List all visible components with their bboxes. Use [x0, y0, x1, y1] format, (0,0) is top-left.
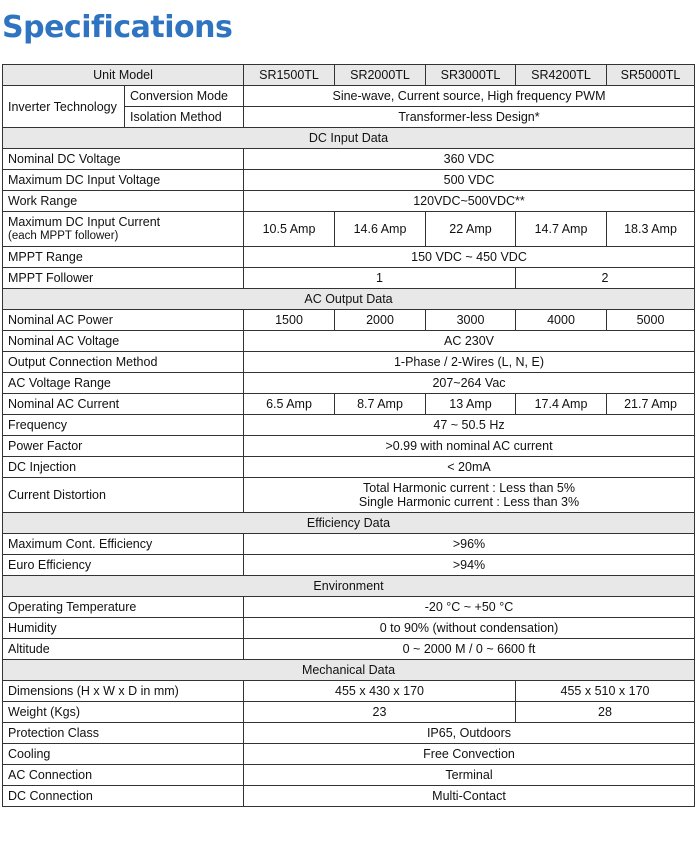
unit-model-label: Unit Model: [3, 65, 244, 86]
row-label: DC Injection: [3, 457, 244, 478]
model-header: SR2000TL: [335, 65, 426, 86]
row-value: 1: [244, 268, 516, 289]
row-label-line: (each MPPT follower): [8, 230, 119, 242]
row-value: Terminal: [244, 765, 695, 786]
distortion-line: Single Harmonic current : Less than 3%: [358, 495, 580, 509]
table-header-row: [3, 65, 695, 86]
section-header-mechanical: [3, 660, 695, 681]
row-label: DC Connection: [3, 786, 244, 807]
row-value: 360 VDC: [244, 149, 695, 170]
row-value: Multi-Contact: [244, 786, 695, 807]
table-row: [3, 247, 695, 268]
table-row: [3, 191, 695, 212]
row-value: 455 x 430 x 170: [244, 681, 516, 702]
table-row: [3, 352, 695, 373]
row-value: 14.6 Amp: [335, 212, 426, 247]
row-label: Nominal AC Current: [3, 394, 244, 415]
row-value: AC 230V: [244, 331, 695, 352]
row-label: [3, 212, 244, 247]
conversion-mode-value: Sine-wave, Current source, High frequency PWM: [244, 86, 695, 107]
section-title: Efficiency Data: [3, 513, 695, 534]
row-label-line: Maximum DC Input Current: [8, 215, 161, 229]
model-header: SR4200TL: [516, 65, 607, 86]
row-value: 5000: [607, 310, 695, 331]
row-value: 6.5 Amp: [244, 394, 335, 415]
row-value: 21.7 Amp: [607, 394, 695, 415]
row-value: 10.5 Amp: [244, 212, 335, 247]
row-value: >0.99 with nominal AC current: [244, 436, 695, 457]
section-header-ac-output: [3, 289, 695, 310]
row-value: 1-Phase / 2-Wires (L, N, E): [244, 352, 695, 373]
distortion-line: Total Harmonic current : Less than 5%: [363, 481, 575, 495]
row-value: IP65, Outdoors: [244, 723, 695, 744]
row-label: Nominal DC Voltage: [3, 149, 244, 170]
row-value: 14.7 Amp: [516, 212, 607, 247]
table-row: [3, 415, 695, 436]
row-label: AC Voltage Range: [3, 373, 244, 394]
table-row: [3, 310, 695, 331]
page-title: Specifications: [2, 10, 233, 45]
table-row: [3, 555, 695, 576]
isolation-method-value: Transformer-less Design*: [244, 107, 695, 128]
row-value: 23: [244, 702, 516, 723]
table-row: [3, 765, 695, 786]
row-value: 207~264 Vac: [244, 373, 695, 394]
table-row: [3, 744, 695, 765]
row-label: Work Range: [3, 191, 244, 212]
isolation-method-label: Isolation Method: [125, 107, 244, 128]
section-title: Environment: [3, 576, 695, 597]
table-row: [3, 786, 695, 807]
table-row: [3, 170, 695, 191]
table-row: [3, 478, 695, 513]
table-row: [3, 639, 695, 660]
row-value: Free Convection: [244, 744, 695, 765]
row-label: Nominal AC Power: [3, 310, 244, 331]
table-row: [3, 436, 695, 457]
row-value: 120VDC~500VDC**: [244, 191, 695, 212]
row-value: 28: [516, 702, 695, 723]
section-header-environment: [3, 576, 695, 597]
table-row: [3, 534, 695, 555]
row-value: 2: [516, 268, 695, 289]
inverter-technology-label: Inverter Technology: [3, 86, 125, 128]
table-row: [3, 331, 695, 352]
table-row: [3, 86, 695, 107]
row-value: < 20mA: [244, 457, 695, 478]
row-label: Weight (Kgs): [3, 702, 244, 723]
section-header-dc-input: [3, 128, 695, 149]
table-row: [3, 212, 695, 247]
row-value: -20 °C ~ +50 °C: [244, 597, 695, 618]
table-row: [3, 702, 695, 723]
row-label: Maximum DC Input Voltage: [3, 170, 244, 191]
row-value: 13 Amp: [426, 394, 516, 415]
row-label: Output Connection Method: [3, 352, 244, 373]
row-label: Current Distortion: [3, 478, 244, 513]
row-value: 150 VDC ~ 450 VDC: [244, 247, 695, 268]
row-value: 0 ~ 2000 M / 0 ~ 6600 ft: [244, 639, 695, 660]
row-label: Dimensions (H x W x D in mm): [3, 681, 244, 702]
table-row: [3, 149, 695, 170]
table-row: [3, 394, 695, 415]
section-title: Mechanical Data: [3, 660, 695, 681]
row-value: 18.3 Amp: [607, 212, 695, 247]
section-header-efficiency: [3, 513, 695, 534]
model-header: SR5000TL: [607, 65, 695, 86]
section-title: DC Input Data: [3, 128, 695, 149]
model-header: SR3000TL: [426, 65, 516, 86]
row-value: 22 Amp: [426, 212, 516, 247]
row-label: Humidity: [3, 618, 244, 639]
row-label: Protection Class: [3, 723, 244, 744]
row-label: MPPT Follower: [3, 268, 244, 289]
row-value: 8.7 Amp: [335, 394, 426, 415]
row-label: Frequency: [3, 415, 244, 436]
row-label: Euro Efficiency: [3, 555, 244, 576]
model-header: SR1500TL: [244, 65, 335, 86]
row-label: Cooling: [3, 744, 244, 765]
row-value: 1500: [244, 310, 335, 331]
section-title: AC Output Data: [3, 289, 695, 310]
conversion-mode-label: Conversion Mode: [125, 86, 244, 107]
table-row: [3, 268, 695, 289]
table-row: [3, 618, 695, 639]
row-value: 500 VDC: [244, 170, 695, 191]
row-value: 0 to 90% (without condensation): [244, 618, 695, 639]
row-value: [244, 478, 695, 513]
row-value: 455 x 510 x 170: [516, 681, 695, 702]
table-row: [3, 457, 695, 478]
specifications-table: [2, 64, 695, 807]
row-label: Nominal AC Voltage: [3, 331, 244, 352]
row-value: 47 ~ 50.5 Hz: [244, 415, 695, 436]
row-label: Power Factor: [3, 436, 244, 457]
row-value: 17.4 Amp: [516, 394, 607, 415]
table-row: [3, 723, 695, 744]
row-label: AC Connection: [3, 765, 244, 786]
row-label: Maximum Cont. Efficiency: [3, 534, 244, 555]
row-value: >96%: [244, 534, 695, 555]
table-row: [3, 597, 695, 618]
row-label: MPPT Range: [3, 247, 244, 268]
row-value: 4000: [516, 310, 607, 331]
row-label: Operating Temperature: [3, 597, 244, 618]
table-row: [3, 681, 695, 702]
row-value: >94%: [244, 555, 695, 576]
table-row: [3, 373, 695, 394]
row-value: 3000: [426, 310, 516, 331]
row-value: 2000: [335, 310, 426, 331]
row-label: Altitude: [3, 639, 244, 660]
